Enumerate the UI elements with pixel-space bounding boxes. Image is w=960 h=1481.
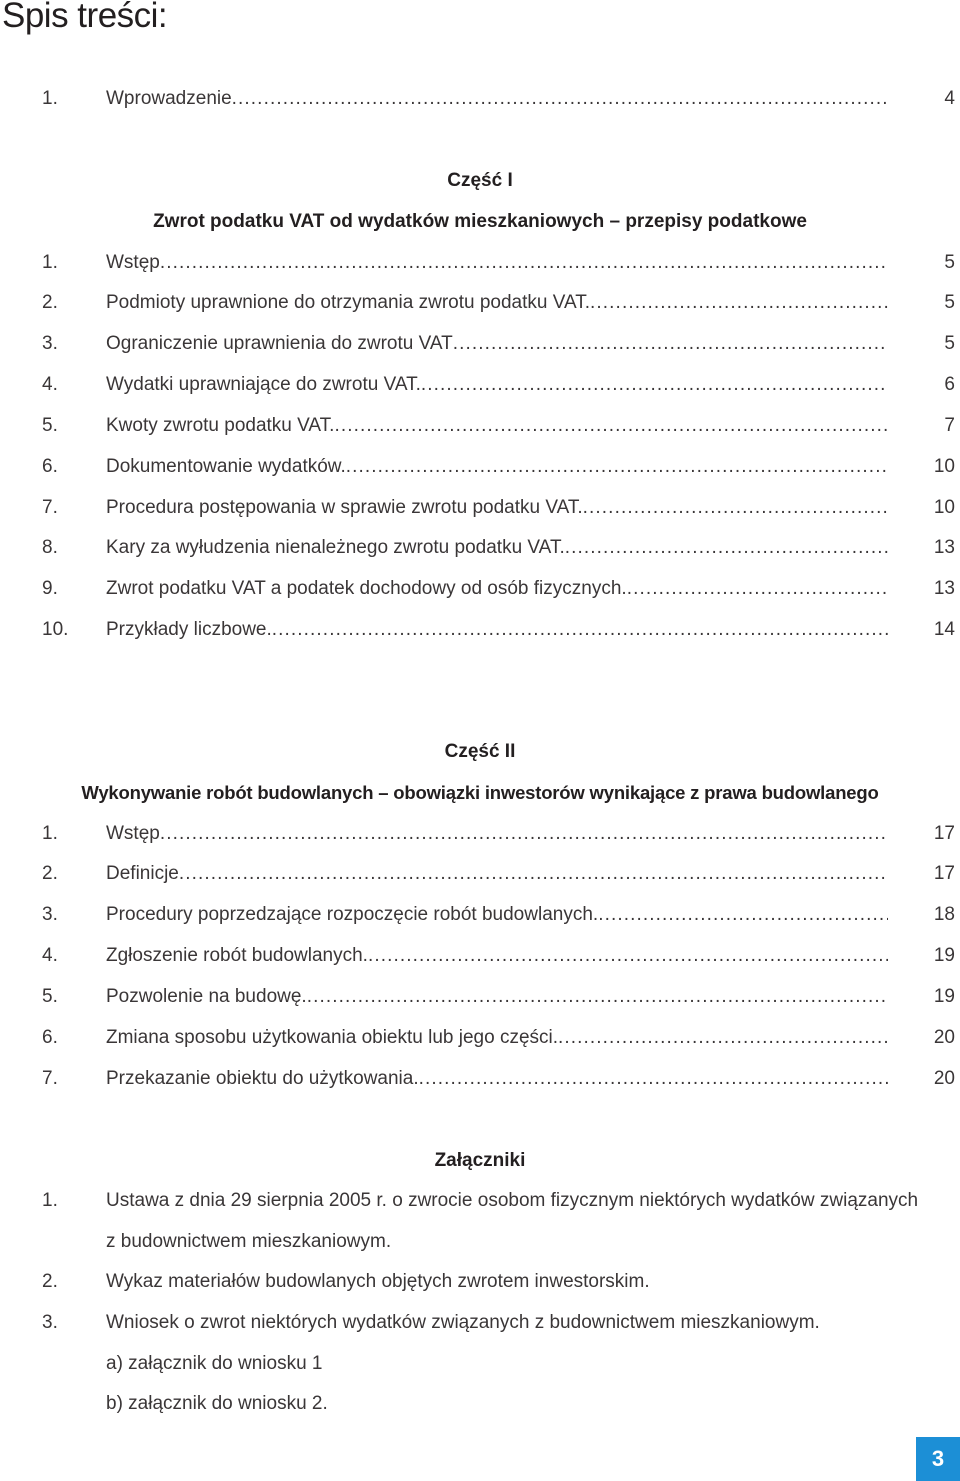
annex-title: Ustawa z dnia 29 sierpnia 2005 r. o zwrocie osobom fizycznym niektórych wydatków związanych	[106, 1190, 919, 1211]
toc-item-page: 20	[933, 1068, 955, 1089]
annex-title: Wniosek o zwrot niektórych wydatków związanych z budownictwem mieszkaniowym.	[106, 1312, 820, 1333]
toc-item-intro[interactable]	[0, 83, 960, 115]
annex-title: Wykaz materiałów budowlanych objętych zwrotem inwestorskim.	[106, 1271, 650, 1292]
toc-item-page: 7	[944, 415, 955, 436]
toc-item-page: 13	[933, 578, 955, 599]
toc-item[interactable]	[0, 981, 960, 1013]
toc-item-label: Procedury poprzedzające rozpoczęcie robót budowlanych. .....	[106, 899, 888, 931]
toc-item-page: 20	[933, 1027, 955, 1048]
toc-item-label: Wydatki uprawniające do zwrotu VAT. .....	[106, 369, 888, 401]
toc-item[interactable]	[0, 858, 960, 890]
toc-item-number: 5.	[42, 986, 58, 1007]
toc-item-label: Kwoty zwrotu podatku VAT. .....	[106, 410, 888, 442]
toc-item-label: Procedura postępowania w sprawie zwrotu podatku VAT. .....	[106, 492, 888, 524]
toc-item[interactable]	[0, 614, 960, 646]
toc-item-label: Wstęp .....	[106, 247, 888, 279]
toc-item-page: 4	[944, 88, 955, 109]
toc-item-number: 1.	[42, 88, 58, 109]
toc-item-number: 3.	[42, 904, 58, 925]
toc-item-page: 17	[933, 823, 955, 844]
page-number-badge: 3	[916, 1437, 960, 1481]
toc-item[interactable]	[0, 410, 960, 442]
toc-item[interactable]	[0, 532, 960, 564]
toc-item-number: 1.	[42, 823, 58, 844]
page-title: Spis treści:	[2, 0, 168, 35]
toc-item-page: 5	[944, 292, 955, 313]
part2-heading: Część II	[444, 741, 516, 762]
toc-item-label: Kary za wyłudzenia nienależnego zwrotu podatku VAT. .....	[106, 532, 888, 564]
toc-item-number: 7.	[42, 497, 58, 518]
toc-item[interactable]	[0, 247, 960, 279]
toc-item-number: 6.	[42, 456, 58, 477]
annexes-heading: Załączniki	[434, 1150, 526, 1171]
toc-item-number: 3.	[42, 333, 58, 354]
toc-item-label: Wstęp .....	[106, 818, 888, 850]
toc-item[interactable]	[0, 1022, 960, 1054]
part1-subtitle: Zwrot podatku VAT od wydatków mieszkaniowych – przepisy podatkowe	[153, 211, 807, 232]
toc-item-label: Definicje .....	[106, 858, 888, 890]
toc-item-label: Wprowadzenie .....	[106, 83, 888, 115]
toc-item[interactable]	[0, 287, 960, 319]
toc-item[interactable]	[0, 940, 960, 972]
toc-item-label: Przykłady liczbowe. .....	[106, 614, 888, 646]
annex-title-continued: z budownictwem mieszkaniowym.	[106, 1231, 392, 1252]
toc-item-page: 19	[933, 986, 955, 1007]
toc-item-label: Ograniczenie uprawnienia do zwrotu VAT .....	[106, 328, 888, 360]
toc-item[interactable]	[0, 573, 960, 605]
toc-item-number: 7.	[42, 1068, 58, 1089]
toc-item-page: 13	[933, 537, 955, 558]
toc-item-page: 6	[944, 374, 955, 395]
toc-item-page: 5	[944, 252, 955, 273]
annex-number: 1.	[42, 1190, 58, 1211]
toc-item-number: 6.	[42, 1027, 58, 1048]
part2-subtitle: Wykonywanie robót budowlanych – obowiązki inwestorów wynikające z prawa budowlanego	[81, 782, 879, 803]
toc-item[interactable]	[0, 899, 960, 931]
toc-item[interactable]	[0, 451, 960, 483]
annex-item[interactable]	[0, 1185, 960, 1257]
toc-item[interactable]	[0, 818, 960, 850]
annex-subitem: b) załącznik do wniosku 2.	[106, 1393, 328, 1414]
toc-item-number: 8.	[42, 537, 58, 558]
toc-item-page: 5	[944, 333, 955, 354]
annex-number: 2.	[42, 1271, 58, 1292]
toc-item-page: 10	[933, 456, 955, 477]
annex-subitem: a) załącznik do wniosku 1	[106, 1353, 323, 1374]
toc-item-label: Przekazanie obiektu do użytkowania. .....	[106, 1063, 888, 1095]
toc-item-page: 18	[933, 904, 955, 925]
toc-item-label: Pozwolenie na budowę. .....	[106, 981, 888, 1013]
toc-item-page: 17	[933, 863, 955, 884]
toc-item-label: Zwrot podatku VAT a podatek dochodowy od osób fizycznych. .....	[106, 573, 888, 605]
part1-heading: Część I	[447, 170, 513, 191]
toc-item-page: 19	[933, 945, 955, 966]
toc-item-label: Zmiana sposobu użytkowania obiektu lub jego części. .....	[106, 1022, 888, 1054]
toc-item[interactable]	[0, 328, 960, 360]
toc-item[interactable]	[0, 1063, 960, 1095]
toc-item-page: 14	[933, 619, 955, 640]
toc-item-number: 5.	[42, 415, 58, 436]
toc-item-label: Dokumentowanie wydatków. .....	[106, 451, 888, 483]
annex-item[interactable]	[0, 1307, 960, 1421]
toc-item[interactable]	[0, 492, 960, 524]
toc-item-number: 9.	[42, 578, 58, 599]
toc-item-label: Podmioty uprawnione do otrzymania zwrotu podatku VAT. .....	[106, 287, 888, 319]
toc-item-page: 10	[933, 497, 955, 518]
toc-item-number: 4.	[42, 374, 58, 395]
toc-item-number: 2.	[42, 863, 58, 884]
toc-item[interactable]	[0, 369, 960, 401]
toc-item-number: 4.	[42, 945, 58, 966]
toc-item-label: Zgłoszenie robót budowlanych. .....	[106, 940, 888, 972]
toc-item-number: 10.	[42, 619, 69, 640]
toc-item-number: 2.	[42, 292, 58, 313]
annex-number: 3.	[42, 1312, 58, 1333]
toc-item-number: 1.	[42, 252, 58, 273]
